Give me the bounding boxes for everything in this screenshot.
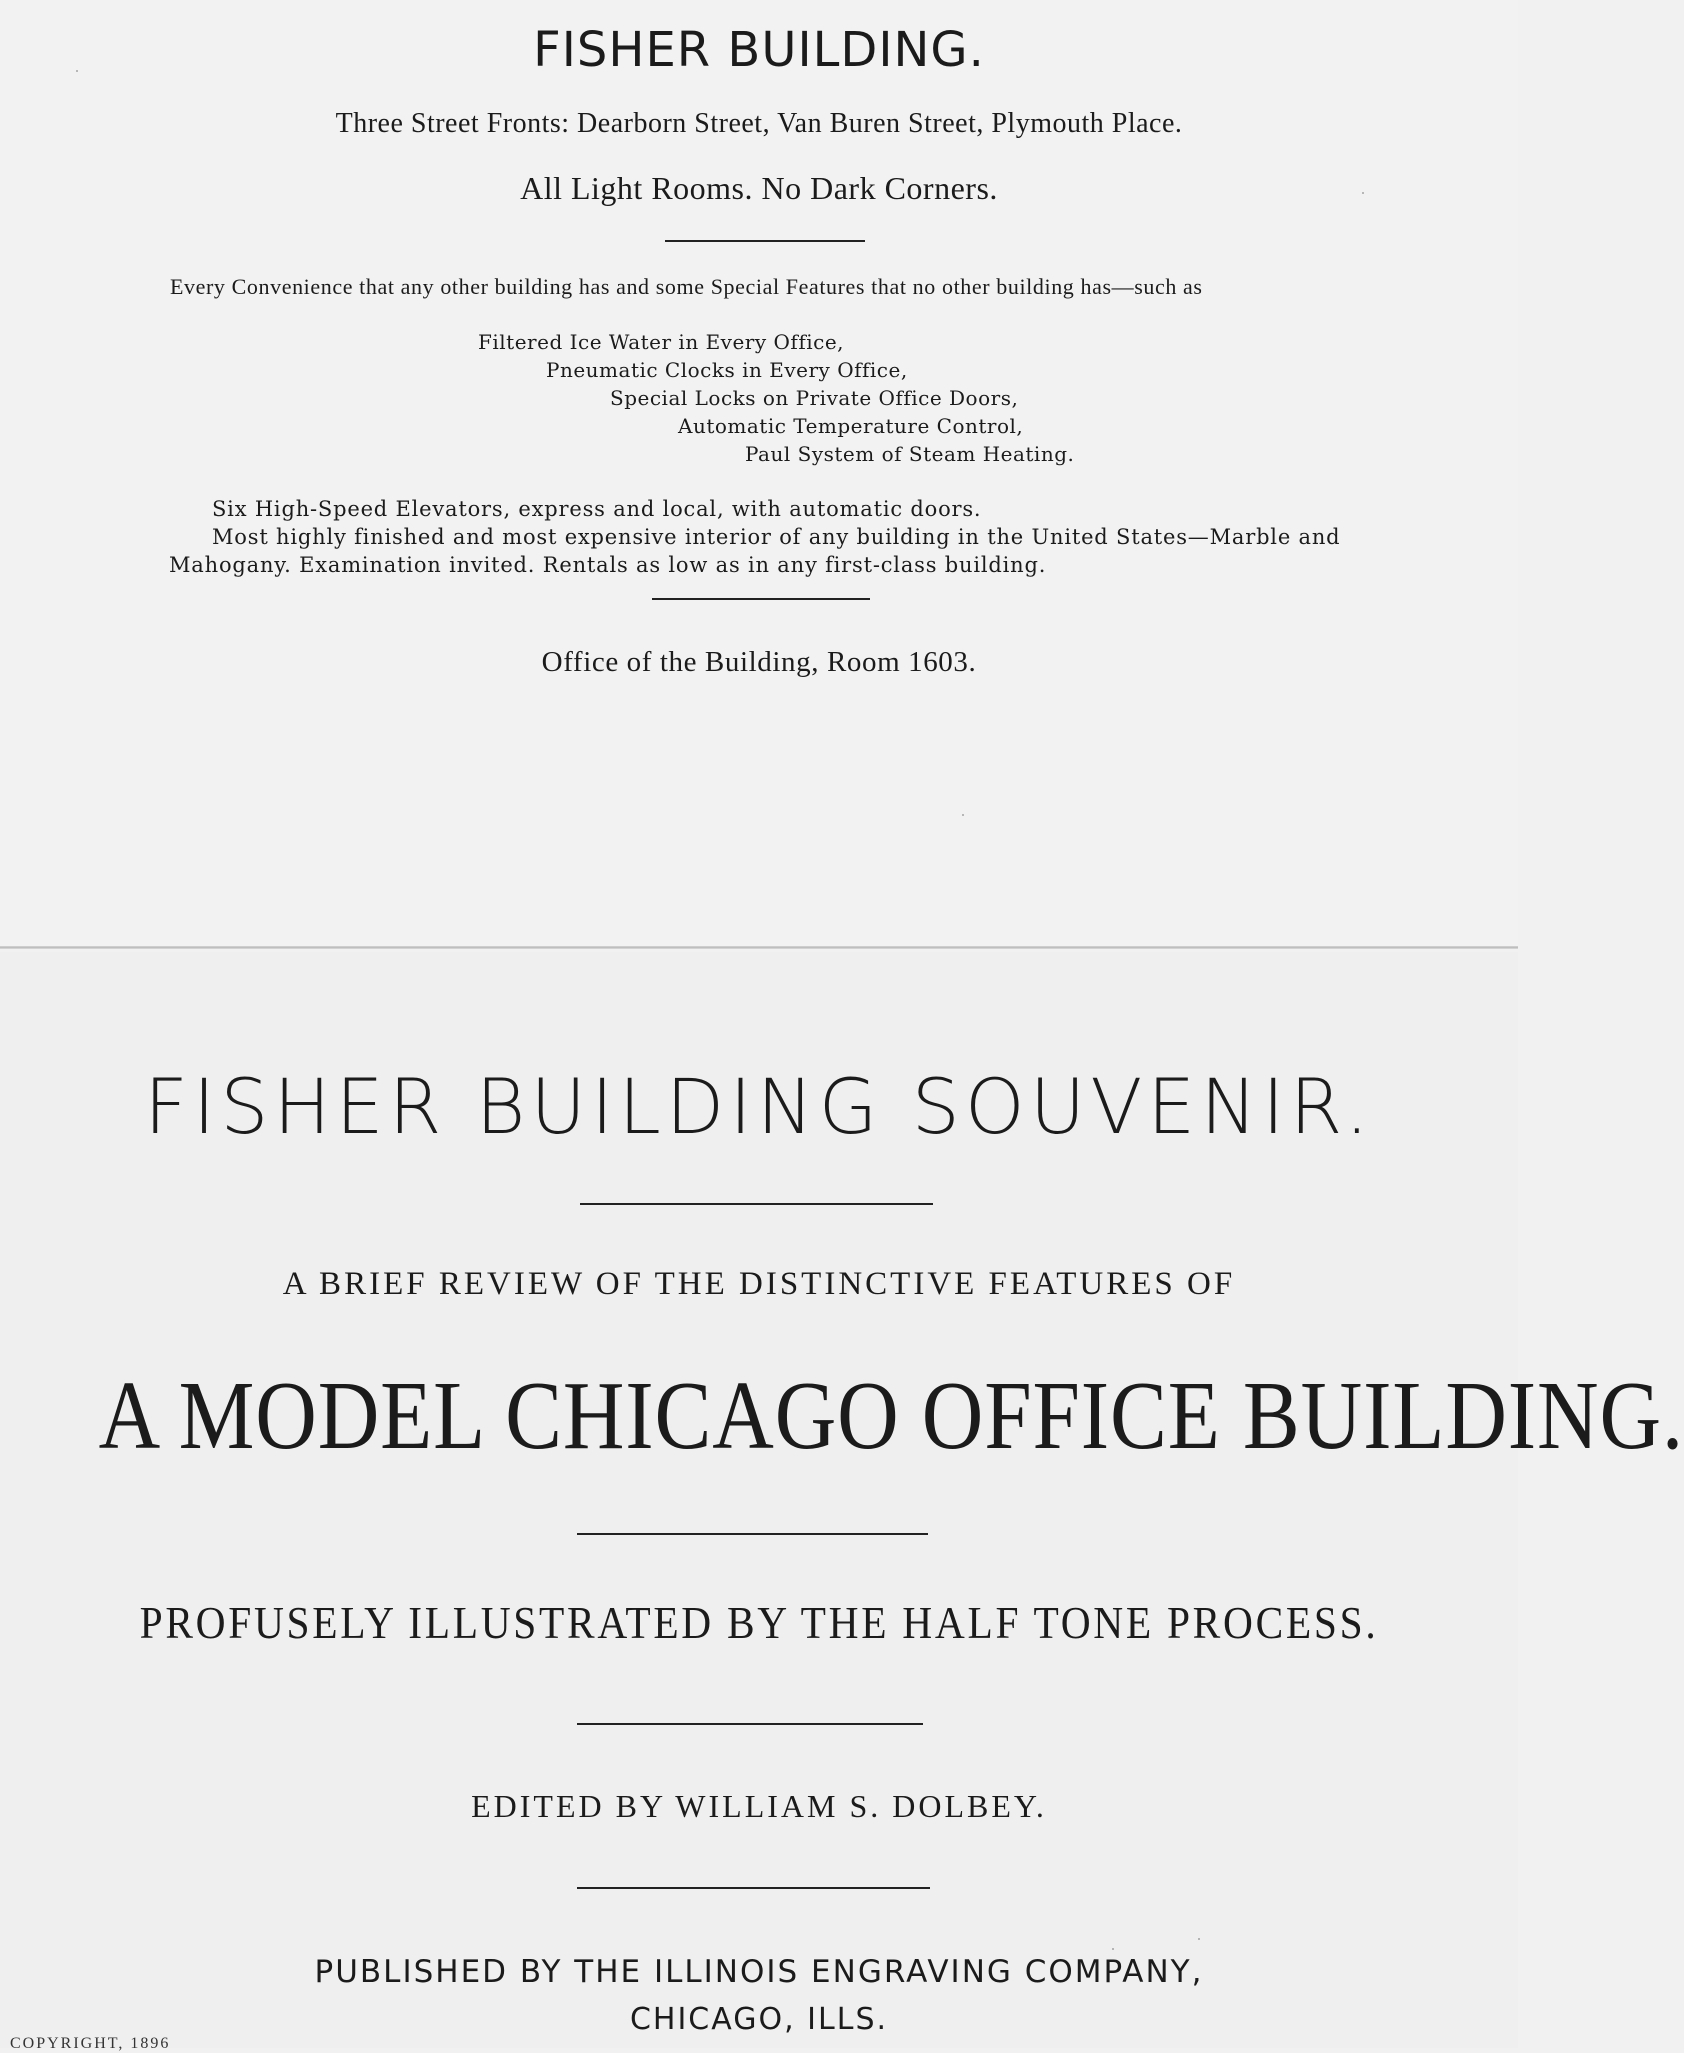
model-building-title: A MODEL CHICAGO OFFICE BUILDING. bbox=[98, 1362, 1684, 1470]
feature-clocks: Pneumatic Clocks in Every Office, bbox=[546, 358, 908, 382]
publisher-line: PUBLISHED BY THE ILLINOIS ENGRAVING COMPANY, bbox=[314, 1954, 1204, 1990]
paper-speck bbox=[1198, 1938, 1200, 1940]
office-room-line: Office of the Building, Room 1603. bbox=[541, 646, 977, 678]
copyright-line: COPYRIGHT, 1896 bbox=[10, 2035, 171, 2052]
bottom-divider-4 bbox=[577, 1887, 930, 1889]
paper-speck bbox=[962, 814, 964, 816]
bottom-divider-2 bbox=[577, 1533, 928, 1535]
light-rooms-line: All Light Rooms. No Dark Corners. bbox=[520, 170, 998, 206]
bottom-divider-1 bbox=[580, 1203, 933, 1205]
elevators-line: Six High-Speed Elevators, express and local, with automatic doors. bbox=[212, 497, 982, 521]
feature-heating: Paul System of Steam Heating. bbox=[745, 442, 1075, 466]
page-fold-line bbox=[0, 946, 1518, 949]
finished-interior-line-1: Most highly finished and most expensive interior of any building in the United States—Marble and bbox=[212, 525, 1341, 549]
street-fronts-line: Three Street Fronts: Dearborn Street, Van Buren Street, Plymouth Place. bbox=[335, 108, 1183, 139]
brief-review-line: A BRIEF REVIEW OF THE DISTINCTIVE FEATURES OF bbox=[282, 1266, 1236, 1302]
top-divider-1 bbox=[665, 240, 865, 242]
feature-ice-water: Filtered Ice Water in Every Office, bbox=[478, 330, 845, 354]
bottom-divider-3 bbox=[577, 1723, 923, 1725]
paper-speck bbox=[1112, 1948, 1114, 1950]
publisher-city: CHICAGO, ILLS. bbox=[629, 2002, 889, 2037]
finished-interior-line-2: Mahogany. Examination invited. Rentals as low as in any first-class building. bbox=[169, 553, 1047, 577]
top-page bbox=[0, 0, 1518, 948]
souvenir-title: FISHER BUILDING SOUVENIR. bbox=[144, 1062, 1374, 1151]
illustration-process-line: PROFUSELY ILLUSTRATED BY THE HALF TONE PROCESS. bbox=[139, 1597, 1379, 1648]
editor-line: EDITED BY WILLIAM S. DOLBEY. bbox=[471, 1788, 1047, 1824]
top-divider-2 bbox=[652, 598, 870, 600]
top-page-title: FISHER BUILDING. bbox=[533, 22, 985, 78]
paper-speck bbox=[76, 70, 78, 72]
feature-temperature: Automatic Temperature Control, bbox=[678, 414, 1024, 438]
feature-locks: Special Locks on Private Office Doors, bbox=[610, 386, 1019, 410]
convenience-paragraph: Every Convenience that any other building has and some Special Features that no other building has—such as bbox=[170, 274, 1203, 299]
paper-speck bbox=[1362, 192, 1364, 194]
